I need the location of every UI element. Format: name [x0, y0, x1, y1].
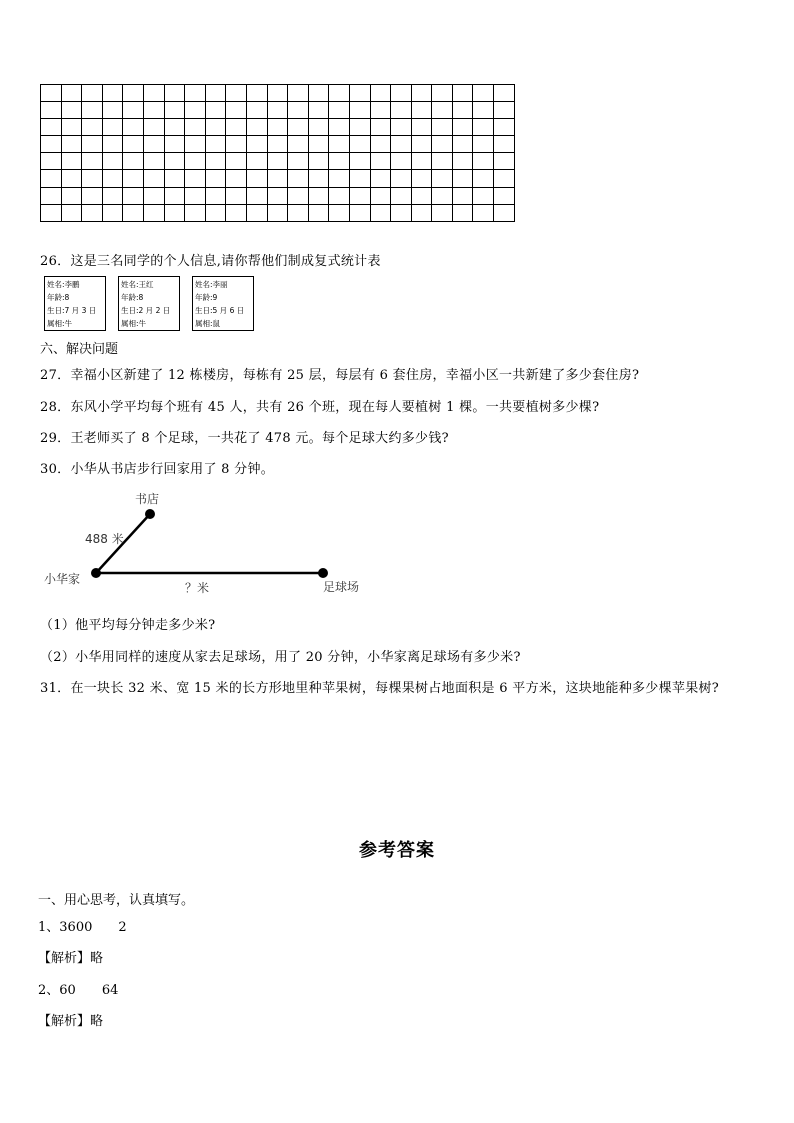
grid-cell — [246, 170, 267, 187]
grid-cell — [185, 102, 206, 119]
grid-cell — [226, 204, 247, 221]
grid-cell — [123, 187, 144, 204]
bookstore-label: 书店 — [135, 492, 160, 506]
grid-row — [41, 119, 515, 136]
grid-cell — [391, 153, 412, 170]
grid-cell — [391, 204, 412, 221]
grid-cell — [185, 153, 206, 170]
grid-cell — [391, 187, 412, 204]
home-label: 小华家 — [44, 572, 81, 586]
grid-cell — [82, 153, 103, 170]
grid-cell — [432, 85, 453, 102]
grid-cell — [432, 102, 453, 119]
grid-cell — [226, 153, 247, 170]
grid-cell — [432, 119, 453, 136]
grid-cell — [41, 170, 62, 187]
grid-cell — [349, 204, 370, 221]
grid-cell — [349, 119, 370, 136]
grid-cell — [329, 187, 350, 204]
grid-cell — [246, 119, 267, 136]
grid-cell — [329, 136, 350, 153]
grid-cell — [432, 204, 453, 221]
grid-cell — [349, 187, 370, 204]
grid-cell — [61, 187, 82, 204]
grid-row — [41, 136, 515, 153]
grid-cell — [494, 102, 515, 119]
answer-1: 1、3600 2 — [38, 920, 127, 935]
question-30: 30．小华从书店步行回家用了 8 分钟。 — [40, 462, 275, 477]
grid-cell — [102, 204, 123, 221]
route-diagram — [30, 485, 390, 605]
grid-cell — [205, 204, 226, 221]
grid-cell — [329, 85, 350, 102]
answer-1-note: 【解析】略 — [38, 951, 104, 966]
grid-cell — [267, 119, 288, 136]
grid-cell — [494, 136, 515, 153]
grid-cell — [61, 119, 82, 136]
grid-cell — [452, 119, 473, 136]
question-29: 29．王老师买了 8 个足球，一共花了 478 元。每个足球大约多少钱? — [40, 431, 449, 446]
grid-cell — [185, 119, 206, 136]
grid-cell — [432, 170, 453, 187]
grid-cell — [452, 85, 473, 102]
grid-cell — [370, 170, 391, 187]
grid-cell — [41, 119, 62, 136]
grid-cell — [82, 204, 103, 221]
grid-cell — [308, 119, 329, 136]
grid-cell — [123, 136, 144, 153]
grid-cell — [349, 102, 370, 119]
grid-cell — [102, 85, 123, 102]
grid-cell — [143, 136, 164, 153]
grid-cell — [288, 170, 309, 187]
grid-cell — [329, 102, 350, 119]
grid-cell — [349, 170, 370, 187]
grid-row — [41, 102, 515, 119]
grid-cell — [82, 119, 103, 136]
grid-cell — [494, 153, 515, 170]
answer-grid — [40, 84, 515, 222]
grid-cell — [143, 85, 164, 102]
grid-cell — [205, 119, 226, 136]
grid-cell — [370, 204, 391, 221]
grid-cell — [143, 187, 164, 204]
grid-cell — [411, 170, 432, 187]
grid-row — [41, 204, 515, 221]
grid-row — [41, 187, 515, 204]
grid-cell — [41, 102, 62, 119]
grid-cell — [411, 187, 432, 204]
grid-cell — [185, 204, 206, 221]
grid-cell — [267, 102, 288, 119]
card-age: 年龄:8 — [121, 293, 144, 302]
grid-cell — [61, 204, 82, 221]
grid-cell — [205, 102, 226, 119]
grid-cell — [308, 153, 329, 170]
grid-cell — [246, 187, 267, 204]
grid-cell — [226, 85, 247, 102]
grid-cell — [246, 204, 267, 221]
question-30-sub1: （1）他平均每分钟走多少米? — [40, 618, 216, 633]
grid-cell — [288, 102, 309, 119]
grid-cell — [370, 187, 391, 204]
grid-cell — [288, 204, 309, 221]
grid-cell — [226, 136, 247, 153]
grid-cell — [164, 187, 185, 204]
grid-cell — [411, 136, 432, 153]
grid-cell — [267, 170, 288, 187]
grid-cell — [473, 102, 494, 119]
grid-cell — [267, 204, 288, 221]
grid-cell — [41, 153, 62, 170]
question-27: 27．幸福小区新建了 12 栋楼房，每栋有 25 层，每层有 6 套住房，幸福小区一共新建了多少套住房? — [40, 368, 640, 383]
grid-cell — [143, 170, 164, 187]
grid-row — [41, 85, 515, 102]
grid-row — [41, 153, 515, 170]
distance-bookstore-label: 488 米 — [85, 532, 124, 546]
grid-cell — [205, 153, 226, 170]
grid-cell — [164, 170, 185, 187]
grid-cell — [226, 102, 247, 119]
grid-cell — [164, 85, 185, 102]
grid-cell — [267, 153, 288, 170]
grid-cell — [226, 170, 247, 187]
grid-cell — [329, 204, 350, 221]
grid-cell — [349, 153, 370, 170]
grid-cell — [452, 170, 473, 187]
grid-cell — [123, 204, 144, 221]
question-30-sub2: （2）小华用同样的速度从家去足球场，用了 20 分钟，小华家离足球场有多少米? — [40, 650, 521, 665]
grid-cell — [288, 153, 309, 170]
grid-cell — [452, 153, 473, 170]
grid-cell — [185, 136, 206, 153]
grid-cell — [185, 85, 206, 102]
card-birthday: 生日:2 月 2 日 — [121, 306, 171, 315]
answers-section-1: 一、用心思考，认真填写。 — [38, 893, 195, 908]
grid-cell — [102, 170, 123, 187]
grid-cell — [308, 170, 329, 187]
grid-cell — [452, 187, 473, 204]
question-28: 28．东风小学平均每个班有 45 人，共有 26 个班，现在每人要植树 1 棵。一共要植树多少棵? — [40, 400, 600, 415]
grid-cell — [308, 102, 329, 119]
grid-cell — [411, 204, 432, 221]
grid-cell — [494, 204, 515, 221]
grid-cell — [246, 136, 267, 153]
grid-cell — [494, 170, 515, 187]
grid-cell — [61, 153, 82, 170]
info-card-2 — [118, 276, 180, 331]
card-zodiac: 属相:牛 — [47, 319, 73, 328]
grid-cell — [123, 85, 144, 102]
grid-cell — [411, 85, 432, 102]
question-31: 31．在一块长 32 米、宽 15 米的长方形地里种苹果树，每棵果树占地面积是 6 平方米，这块地能种多少棵苹果树? — [40, 681, 720, 696]
grid-cell — [164, 153, 185, 170]
grid-cell — [123, 153, 144, 170]
info-card-3 — [192, 276, 254, 331]
grid-cell — [349, 85, 370, 102]
grid-cell — [246, 153, 267, 170]
grid-cell — [61, 136, 82, 153]
grid-cell — [205, 187, 226, 204]
grid-cell — [41, 85, 62, 102]
card-name: 姓名:李丽 — [195, 280, 228, 289]
distance-field-label: ？米 — [185, 581, 210, 595]
grid-cell — [473, 204, 494, 221]
grid-cell — [164, 119, 185, 136]
grid-cell — [143, 102, 164, 119]
grid-cell — [432, 187, 453, 204]
grid-cell — [102, 102, 123, 119]
card-name: 姓名:王红 — [121, 280, 154, 289]
grid-cell — [411, 102, 432, 119]
grid-cell — [226, 119, 247, 136]
grid-cell — [185, 170, 206, 187]
grid-cell — [61, 102, 82, 119]
grid-cell — [329, 119, 350, 136]
grid-cell — [82, 187, 103, 204]
grid-cell — [452, 204, 473, 221]
grid-cell — [411, 119, 432, 136]
grid-cell — [370, 102, 391, 119]
grid-cell — [82, 102, 103, 119]
grid-row — [41, 170, 515, 187]
question-26: 26．这是三名同学的个人信息,请你帮他们制成复式统计表 — [40, 254, 381, 269]
grid-cell — [452, 102, 473, 119]
grid-cell — [61, 85, 82, 102]
card-zodiac: 属相:牛 — [121, 319, 147, 328]
grid-cell — [370, 136, 391, 153]
grid-cell — [370, 153, 391, 170]
grid-cell — [308, 136, 329, 153]
card-zodiac: 属相:鼠 — [195, 319, 221, 328]
grid-cell — [329, 170, 350, 187]
bookstore-point — [145, 509, 155, 519]
grid-cell — [205, 85, 226, 102]
grid-cell — [143, 153, 164, 170]
answers-title: 参考答案 — [359, 840, 435, 861]
grid-cell — [370, 119, 391, 136]
grid-cell — [246, 85, 267, 102]
grid-cell — [123, 102, 144, 119]
grid-cell — [164, 204, 185, 221]
card-birthday: 生日:5 月 6 日 — [195, 306, 245, 315]
grid-cell — [370, 85, 391, 102]
grid-cell — [267, 187, 288, 204]
home-point — [91, 568, 101, 578]
grid-cell — [473, 119, 494, 136]
grid-cell — [123, 119, 144, 136]
grid-cell — [143, 204, 164, 221]
grid-cell — [185, 187, 206, 204]
grid-cell — [308, 187, 329, 204]
grid-cell — [267, 85, 288, 102]
grid-cell — [102, 187, 123, 204]
grid-cell — [288, 187, 309, 204]
grid-cell — [473, 136, 494, 153]
grid-cell — [391, 170, 412, 187]
grid-cell — [164, 102, 185, 119]
grid-cell — [41, 136, 62, 153]
grid-cell — [246, 102, 267, 119]
card-name: 姓名:李鹏 — [47, 280, 80, 289]
grid-cell — [432, 136, 453, 153]
grid-cell — [494, 119, 515, 136]
info-card-1 — [44, 276, 106, 331]
grid-cell — [391, 102, 412, 119]
grid-cell — [308, 204, 329, 221]
grid-cell — [102, 136, 123, 153]
grid-cell — [205, 170, 226, 187]
grid-cell — [452, 136, 473, 153]
grid-cell — [473, 153, 494, 170]
grid-cell — [391, 119, 412, 136]
grid-cell — [82, 85, 103, 102]
grid-cell — [391, 136, 412, 153]
grid-cell — [411, 153, 432, 170]
grid-cell — [391, 85, 412, 102]
grid-cell — [308, 85, 329, 102]
grid-cell — [102, 153, 123, 170]
grid-cell — [349, 136, 370, 153]
grid-cell — [473, 170, 494, 187]
grid-cell — [41, 204, 62, 221]
grid-cell — [288, 119, 309, 136]
field-point — [318, 568, 328, 578]
grid-cell — [494, 187, 515, 204]
card-age: 年龄:8 — [47, 293, 70, 302]
grid-cell — [226, 187, 247, 204]
grid-cell — [432, 153, 453, 170]
grid-cell — [41, 187, 62, 204]
grid-cell — [205, 136, 226, 153]
grid-cell — [329, 153, 350, 170]
grid-cell — [473, 187, 494, 204]
grid-cell — [288, 136, 309, 153]
grid-cell — [494, 85, 515, 102]
grid-cell — [288, 85, 309, 102]
answer-2-note: 【解析】略 — [38, 1014, 104, 1029]
grid-cell — [164, 136, 185, 153]
card-age: 年龄:9 — [195, 293, 218, 302]
grid-cell — [473, 85, 494, 102]
grid-cell — [61, 170, 82, 187]
grid-cell — [143, 119, 164, 136]
grid-cell — [82, 170, 103, 187]
grid-cell — [102, 119, 123, 136]
answer-2: 2、60 64 — [38, 983, 119, 998]
grid-cell — [267, 136, 288, 153]
grid-cell — [123, 170, 144, 187]
grid-cell — [82, 136, 103, 153]
section-6-title: 六、解决问题 — [40, 342, 119, 357]
card-birthday: 生日:7 月 3 日 — [47, 306, 97, 315]
field-label: 足球场 — [323, 580, 360, 594]
